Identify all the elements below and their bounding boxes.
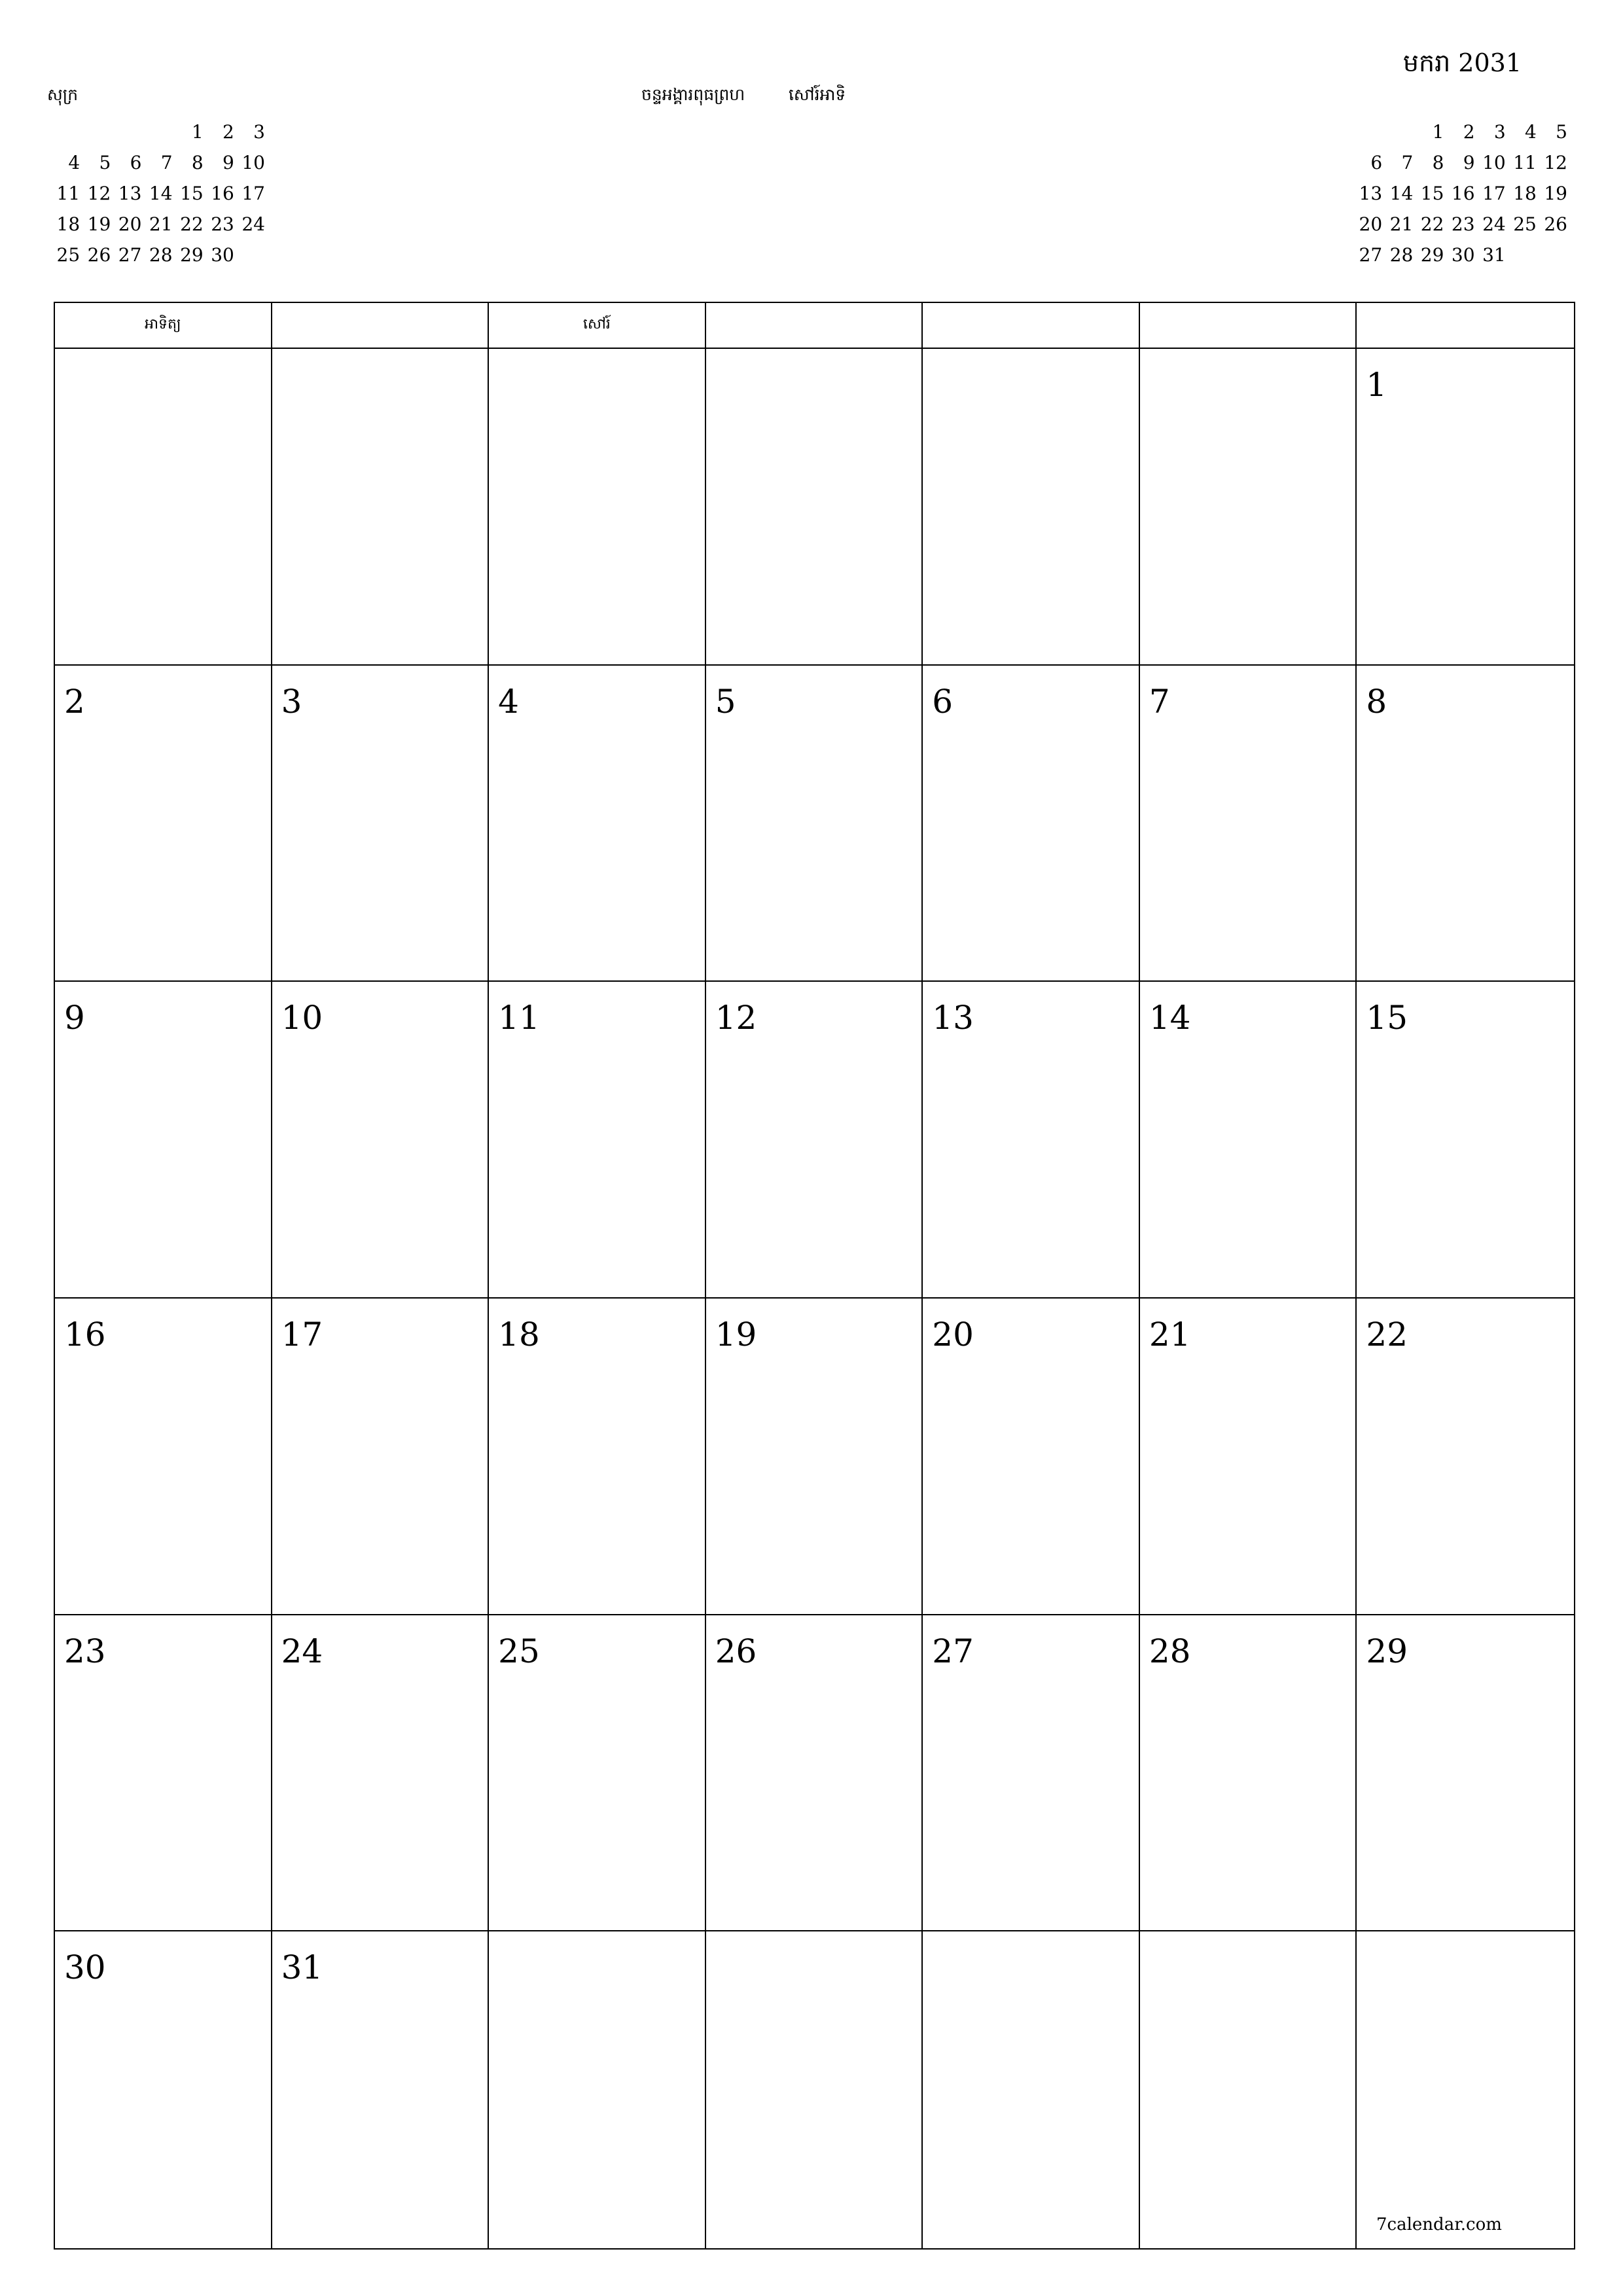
day-number: 23 xyxy=(64,1632,106,1670)
mini-calendar-day: 14 xyxy=(1389,183,1414,204)
mini-calendar-day: 12 xyxy=(1544,152,1567,173)
weekday-header-cell xyxy=(1357,303,1574,349)
mini-calendar-day: 9 xyxy=(1463,152,1475,173)
mini-calendar-day: 5 xyxy=(99,152,111,173)
day-cell[interactable] xyxy=(272,982,490,1299)
day-number: 27 xyxy=(932,1632,974,1670)
day-cell[interactable] xyxy=(1357,666,1574,982)
mini-calendar-day xyxy=(236,240,267,270)
mini-calendar-day: 24 xyxy=(241,213,265,235)
weekday-header-cell: អាទិត្យ xyxy=(55,303,272,349)
day-number: 3 xyxy=(281,682,302,721)
mini-calendar-day: 12 xyxy=(87,183,111,204)
day-number: 15 xyxy=(1366,999,1408,1037)
mini-calendar-day: 23 xyxy=(1451,213,1475,235)
mini-calendar-week-row xyxy=(51,117,267,147)
mini-calendar-day xyxy=(143,117,174,147)
day-number: 1 xyxy=(1366,366,1387,404)
day-cell[interactable] xyxy=(55,982,272,1299)
mini-calendar-day: 29 xyxy=(1420,244,1444,266)
day-cell[interactable] xyxy=(706,1299,923,1615)
day-cell[interactable] xyxy=(55,1615,272,1932)
day-cell[interactable] xyxy=(923,1931,1140,2248)
day-number: 14 xyxy=(1149,999,1191,1037)
mini-calendar-day: 15 xyxy=(180,183,204,204)
day-cell[interactable] xyxy=(272,1299,490,1615)
mini-calendar-week-row xyxy=(51,209,267,240)
mini-calendar-day: 20 xyxy=(1359,213,1383,235)
day-cell[interactable] xyxy=(489,349,706,666)
day-cell[interactable] xyxy=(706,1615,923,1932)
day-cell[interactable] xyxy=(923,666,1140,982)
day-cell[interactable] xyxy=(923,982,1140,1299)
mini-calendar-day: 24 xyxy=(1482,213,1506,235)
mini-calendar-day: 10 xyxy=(1482,152,1506,173)
footer-credit: 7calendar.com xyxy=(1376,2215,1502,2234)
mini-calendar-day: 16 xyxy=(1451,183,1475,204)
mini-calendar-day: 2 xyxy=(223,121,234,143)
mini-calendar-week-row xyxy=(1353,209,1569,240)
mini-calendar-day xyxy=(1508,240,1539,270)
mini-calendar-day xyxy=(51,117,82,147)
day-cell[interactable] xyxy=(272,1615,490,1932)
day-cell[interactable] xyxy=(55,1299,272,1615)
mini-calendar-day: 9 xyxy=(223,152,234,173)
day-number: 21 xyxy=(1149,1315,1191,1354)
mini-calendar-day: 18 xyxy=(56,213,80,235)
mini-calendar-day: 11 xyxy=(1513,152,1537,173)
mini-calendar-day: 19 xyxy=(1544,183,1567,204)
day-number: 13 xyxy=(932,999,974,1037)
day-cell[interactable] xyxy=(55,1931,272,2248)
day-cell[interactable] xyxy=(923,349,1140,666)
day-cell[interactable] xyxy=(489,982,706,1299)
weekday-header-cell: សៅរ៍ xyxy=(489,303,706,349)
mini-calendar-day: 7 xyxy=(1401,152,1414,173)
day-number: 22 xyxy=(1366,1315,1408,1354)
day-cell[interactable] xyxy=(1140,982,1357,1299)
mini-calendar-day: 15 xyxy=(1420,183,1444,204)
day-cell[interactable] xyxy=(272,349,490,666)
weekday-header-cell xyxy=(923,303,1140,349)
weekday-header-cell xyxy=(272,303,490,349)
day-cell[interactable] xyxy=(489,1299,706,1615)
mini-calendar-day: 17 xyxy=(1482,183,1506,204)
day-number: 24 xyxy=(281,1632,323,1670)
day-cell[interactable] xyxy=(923,1299,1140,1615)
mini-calendar-day: 27 xyxy=(118,244,142,266)
day-number: 29 xyxy=(1366,1632,1408,1670)
mini-calendar-day: 5 xyxy=(1556,121,1567,143)
day-number: 12 xyxy=(715,999,757,1037)
day-number: 7 xyxy=(1149,682,1170,721)
mini-calendar-day: 27 xyxy=(1359,244,1383,266)
mini-calendar-day xyxy=(82,117,113,147)
calendar-title: មករា 2031 xyxy=(1402,48,1522,77)
mini-calendar-day: 26 xyxy=(1544,213,1567,235)
day-number: 11 xyxy=(498,999,540,1037)
day-number: 30 xyxy=(64,1948,106,1987)
mini-calendar-day: 13 xyxy=(118,183,142,204)
day-cell[interactable] xyxy=(923,1615,1140,1932)
mini-calendar-day: 30 xyxy=(211,244,234,266)
mini-calendar-day: 20 xyxy=(118,213,142,235)
prev-month-label: សុក្រ xyxy=(47,85,79,104)
day-cell[interactable] xyxy=(55,349,272,666)
day-cell[interactable] xyxy=(1140,666,1357,982)
day-number: 26 xyxy=(715,1632,757,1670)
mini-calendar-day xyxy=(113,117,143,147)
header-weekday-text: ចន្ទអង្គារពុធព្រហ xyxy=(641,85,745,104)
weekday-header-cell xyxy=(1140,303,1357,349)
mini-calendar-day: 6 xyxy=(1370,152,1383,173)
day-number: 17 xyxy=(281,1315,323,1354)
mini-calendar-week-row xyxy=(1353,147,1569,178)
day-number: 28 xyxy=(1149,1632,1191,1670)
mini-calendar-day: 11 xyxy=(56,183,80,204)
day-cell[interactable] xyxy=(489,666,706,982)
day-number: 4 xyxy=(498,682,519,721)
weekday-header-cell xyxy=(706,303,923,349)
mini-calendar-day: 4 xyxy=(1525,121,1537,143)
mini-calendar-week-row xyxy=(1353,240,1569,270)
day-cell[interactable] xyxy=(1140,349,1357,666)
mini-calendar-day: 21 xyxy=(149,213,173,235)
mini-calendar-day: 4 xyxy=(68,152,80,173)
day-cell[interactable] xyxy=(1140,1299,1357,1615)
day-number: 5 xyxy=(715,682,736,721)
mini-calendar-day: 25 xyxy=(56,244,80,266)
mini-calendar-day: 19 xyxy=(87,213,111,235)
mini-calendar-week-row xyxy=(1353,178,1569,209)
day-cell[interactable] xyxy=(272,1931,490,2248)
mini-calendar-day: 26 xyxy=(87,244,111,266)
mini-calendar-day xyxy=(1539,240,1569,270)
mini-calendar-day: 25 xyxy=(1513,213,1537,235)
day-cell[interactable] xyxy=(1140,1615,1357,1932)
mini-calendar-day: 17 xyxy=(241,183,265,204)
mini-calendar-day: 3 xyxy=(253,121,265,143)
month-grid xyxy=(54,302,1575,2250)
day-number: 19 xyxy=(715,1315,757,1354)
day-cell[interactable] xyxy=(272,666,490,982)
day-cell[interactable] xyxy=(1357,1299,1574,1615)
mini-calendar-prev-month xyxy=(51,117,267,270)
mini-calendar-day: 14 xyxy=(149,183,173,204)
mini-calendar-day: 7 xyxy=(160,152,173,173)
day-number: 16 xyxy=(64,1315,106,1354)
day-number: 9 xyxy=(64,999,85,1037)
day-number: 6 xyxy=(932,682,954,721)
mini-calendar-day: 3 xyxy=(1493,121,1506,143)
header-weekday-text-2: សៅរ៍អាទិ xyxy=(789,85,846,104)
mini-calendar-week-row xyxy=(51,147,267,178)
day-cell[interactable] xyxy=(1357,1931,1574,2248)
day-cell[interactable] xyxy=(489,1931,706,2248)
mini-calendar-day: 31 xyxy=(1482,244,1506,266)
day-cell[interactable] xyxy=(489,1615,706,1932)
mini-calendar-day: 18 xyxy=(1513,183,1537,204)
day-cell[interactable] xyxy=(1357,1615,1574,1932)
mini-calendar-day: 28 xyxy=(149,244,173,266)
mini-calendar-day: 6 xyxy=(130,152,142,173)
day-cell[interactable] xyxy=(706,1931,923,2248)
mini-calendar-day: 16 xyxy=(211,183,234,204)
mini-calendar-day: 28 xyxy=(1389,244,1414,266)
mini-calendar-next-month xyxy=(1353,117,1569,270)
mini-calendar-day: 29 xyxy=(180,244,204,266)
mini-calendar-week-row xyxy=(51,178,267,209)
day-cell[interactable] xyxy=(1140,1931,1357,2248)
day-number: 25 xyxy=(498,1632,540,1670)
mini-calendar-day xyxy=(1353,117,1384,147)
mini-calendar-day: 13 xyxy=(1359,183,1383,204)
day-cell[interactable] xyxy=(1357,982,1574,1299)
mini-calendar-day: 1 xyxy=(191,121,204,143)
mini-calendar-day: 30 xyxy=(1451,244,1475,266)
day-cell[interactable] xyxy=(1357,349,1574,666)
mini-calendar-day: 22 xyxy=(180,213,204,235)
day-number: 18 xyxy=(498,1315,540,1354)
mini-calendar-day: 1 xyxy=(1432,121,1444,143)
day-number: 20 xyxy=(932,1315,974,1354)
mini-calendar-day: 22 xyxy=(1420,213,1444,235)
day-cell[interactable] xyxy=(706,349,923,666)
day-number: 8 xyxy=(1366,682,1387,721)
day-cell[interactable] xyxy=(706,982,923,1299)
mini-calendar-day: 2 xyxy=(1463,121,1475,143)
mini-calendar-day: 23 xyxy=(211,213,234,235)
day-cell[interactable] xyxy=(706,666,923,982)
day-number: 31 xyxy=(281,1948,323,1987)
mini-calendar-day xyxy=(1384,117,1415,147)
mini-calendar-week-row xyxy=(51,240,267,270)
mini-calendar-day: 10 xyxy=(241,152,265,173)
day-number: 2 xyxy=(64,682,85,721)
day-number: 10 xyxy=(281,999,323,1037)
mini-calendar-week-row xyxy=(1353,117,1569,147)
day-cell[interactable] xyxy=(55,666,272,982)
mini-calendar-day: 8 xyxy=(1432,152,1444,173)
mini-calendar-day: 8 xyxy=(191,152,204,173)
mini-calendar-day: 21 xyxy=(1389,213,1414,235)
